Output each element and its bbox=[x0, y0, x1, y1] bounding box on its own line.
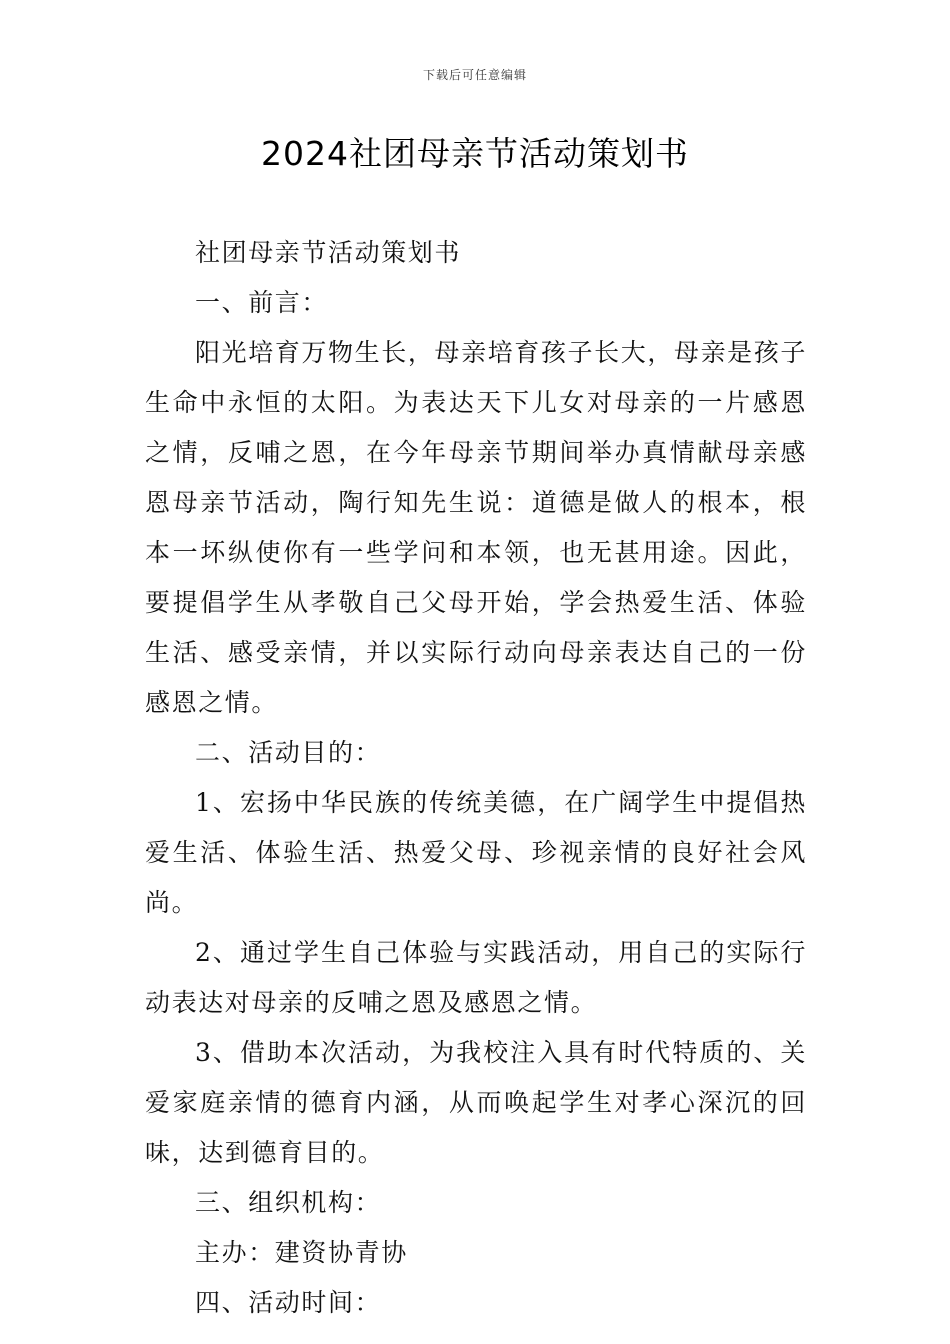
section-heading-preface: 一、前言： bbox=[195, 288, 329, 317]
section-heading-organization: 三、组织机构： bbox=[195, 1188, 382, 1217]
organizer-line: 主办：建资协青协 bbox=[195, 1238, 408, 1267]
purpose-item-2: 2、通过学生自己体验与实践活动，用自己的实际行动表达对母亲的反哺之恩及感恩之情。 bbox=[145, 938, 807, 1017]
section-heading-time: 四、活动时间： bbox=[195, 1288, 382, 1317]
purpose-item-3: 3、借助本次活动，为我校注入具有时代特质的、关爱家庭亲情的德育内涵，从而唤起学生对孝心深沉的回味，达到德育目的。 bbox=[145, 1038, 807, 1167]
preface-paragraph: 阳光培育万物生长，母亲培育孩子长大，母亲是孩子生命中永恒的太阳。为表达天下儿女对母亲的一片感恩之情，反哺之恩，在今年母亲节期间举办真情献母亲感恩母亲节活动，陶行知先生说：道德是做人的根本，根本一坏纵使你有一些学问和本领，也无甚用途。因此，要提倡学生从孝敬自己父母开始，学会热爱生活、体验生活、感受亲情，并以实际行动向母亲表达自己的一份感恩之情。 bbox=[145, 338, 807, 717]
document-body bbox=[145, 228, 807, 1328]
header-note: 下载后可任意编辑 bbox=[422, 68, 527, 82]
section-heading-purpose: 二、活动目的： bbox=[195, 738, 382, 767]
subtitle-paragraph: 社团母亲节活动策划书 bbox=[195, 238, 462, 267]
purpose-item-1: 1、宏扬中华民族的传统美德，在广阔学生中提倡热爱生活、体验生活、热爱父母、珍视亲情的良好社会风尚。 bbox=[145, 788, 807, 917]
document-title: 2024社团母亲节活动策划书 bbox=[261, 134, 689, 173]
